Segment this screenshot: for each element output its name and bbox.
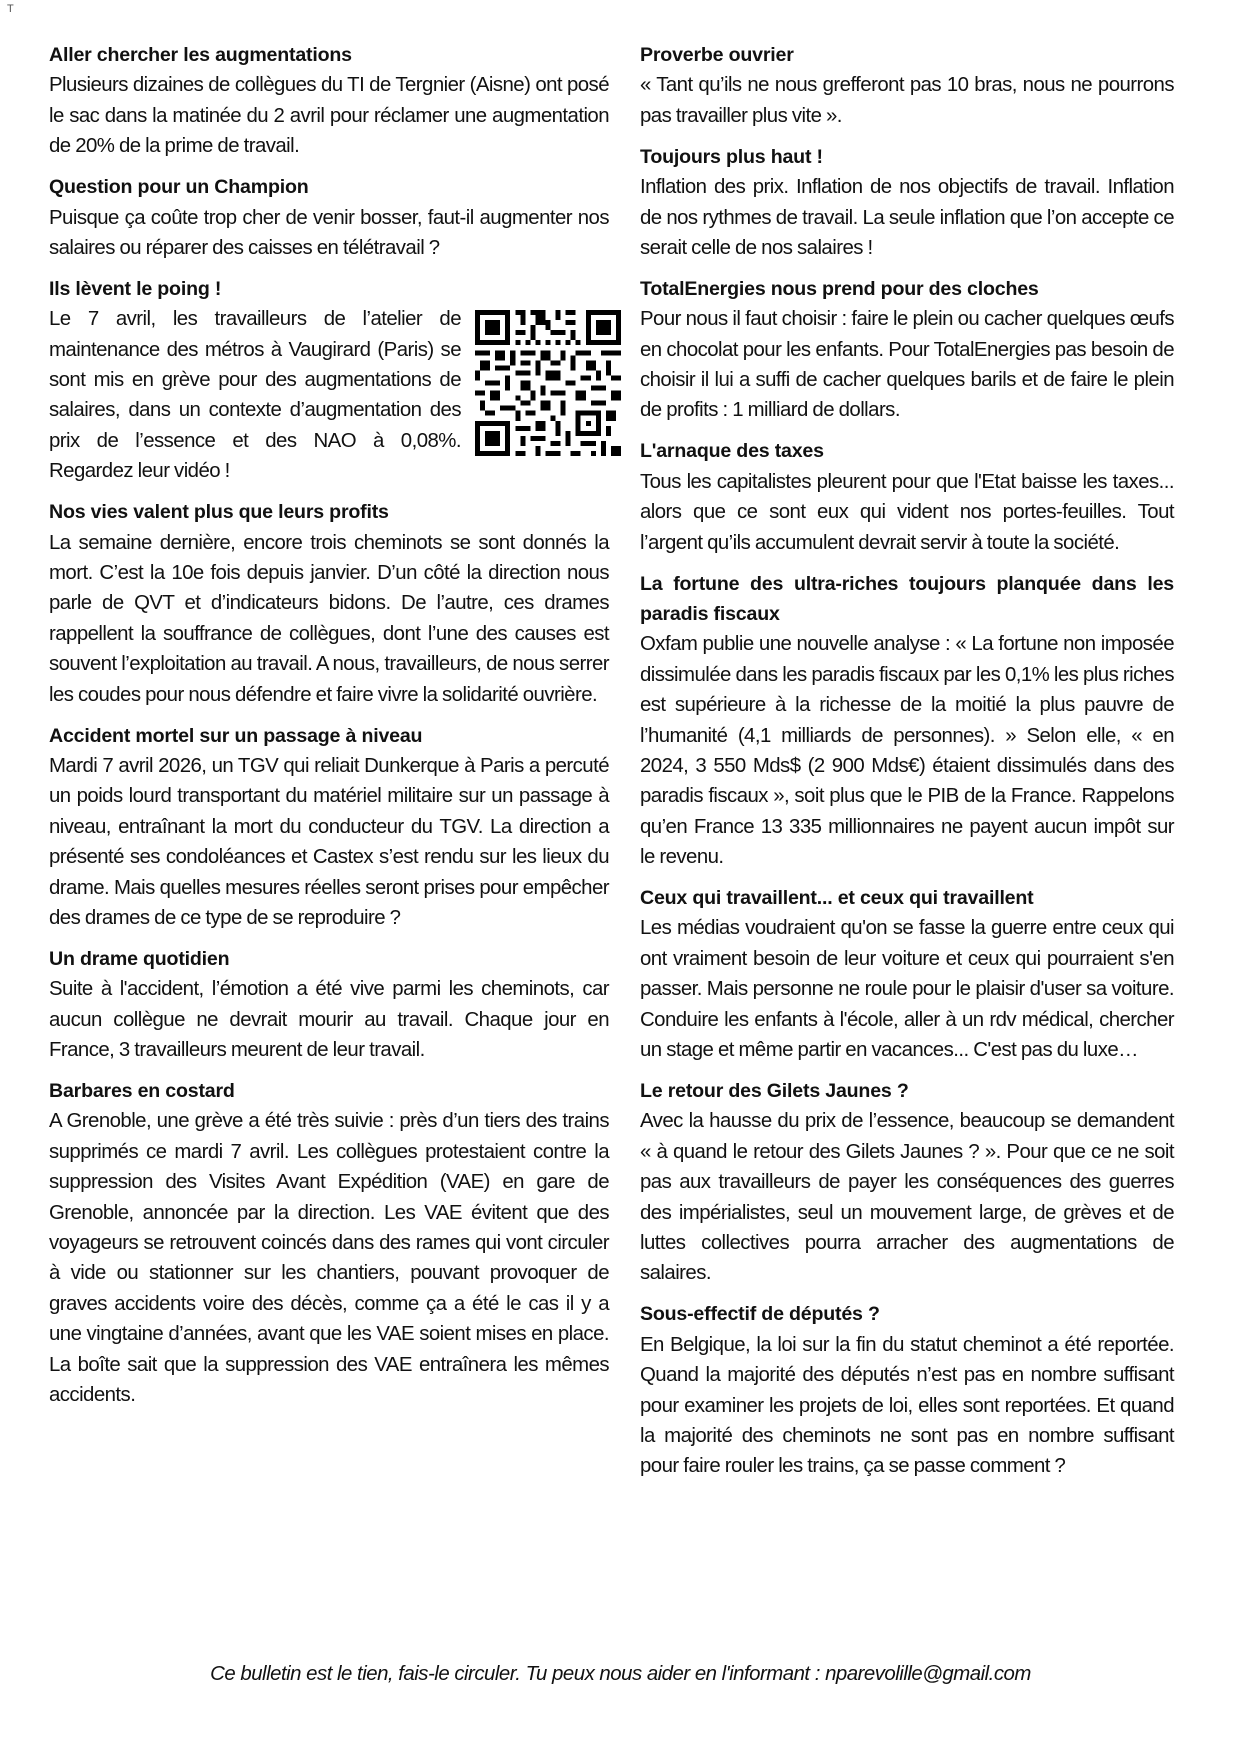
article-body: Inflation des prix. Inflation de nos objectifs de travail. Inflation de nos rythmes de travail. La seule inflation que l’on accepte ce serait celle de nos salaires ! xyxy=(640,176,1174,259)
article-proverbe-ouvrier xyxy=(640,40,1174,131)
article-aller-chercher xyxy=(49,40,609,162)
article-levent-le-poing xyxy=(49,274,609,487)
article-arnaque-des-taxes xyxy=(640,436,1174,558)
article-fortune-ultra-riches xyxy=(640,569,1174,873)
article-question-champion xyxy=(49,172,609,263)
article-barbares-en-costard xyxy=(49,1076,609,1410)
article-body: Le 7 avril, les travailleurs de l’atelier de maintenance des métros à Vaugirard (Paris) se sont mis en grève pour des augmentations de salaires, dans un contexte d’augmentation des prix de l’essence et des NAO à 0,08%. Regardez leur vidéo ! xyxy=(49,308,461,483)
article-body: « Tant qu’ils ne nous grefferont pas 10 bras, nous ne pourrons pas travailler plus vite ». xyxy=(640,74,1174,127)
article-title: Ceux qui travaillent... et ceux qui travaillent xyxy=(640,887,1034,910)
article-title: Accident mortel sur un passage à niveau xyxy=(49,724,423,747)
article-body: A Grenoble, une grève a été très suivie : près d’un tiers des trains supprimés ce mardi 7 avril. Les collègues protestaient contre la suppression des Visites Avant Expédition (VAE) en gare de Grenoble, annoncée par la direction. Les VAE évitent que des voyageurs se retrouvent coincés dans des rames qui vont circuler à vide ou stationner sur les chantiers, pouvant provoquer de graves accidents voire des décès, comme ça a été le cas il y a une vingtaine d’années, avant que les VAE soient mises en place. La boîte sait que la suppression des VAE entraînera les mêmes accidents. xyxy=(49,1110,609,1407)
article-nos-vies xyxy=(49,497,609,710)
article-title: TotalEnergies nous prend pour des cloches xyxy=(640,277,1039,300)
article-body: Tous les capitalistes pleurent pour que l'Etat baisse les taxes... alors que ce sont eux qui vident nos portes-feuilles. Tout l’argent qu’ils accumulent devrait servir à toute la société. xyxy=(640,470,1174,554)
right-column xyxy=(640,40,1174,1492)
article-ceux-qui-travaillent xyxy=(640,883,1174,1065)
article-title: Sous-effectif de députés ? xyxy=(640,1303,880,1326)
article-body: Pour nous il faut choisir : faire le plein ou cacher quelques œufs en chocolat pour les enfants. Pour TotalEnergies pas besoin de choisir il lui a suffi de cacher quelques barils et de faire le plein de profits : 1 milliard de dollars. xyxy=(640,308,1174,422)
article-accident-mortel xyxy=(49,721,609,934)
article-title: Ils lèvent le poing ! xyxy=(49,277,222,300)
article-title: L'arnaque des taxes xyxy=(640,440,824,463)
article-title: Proverbe ouvrier xyxy=(640,44,794,66)
corner-mark: T xyxy=(7,3,14,15)
article-gilets-jaunes xyxy=(640,1076,1174,1289)
article-title: Nos vies valent plus que leurs profits xyxy=(49,501,389,524)
article-body: Plusieurs dizaines de collègues du TI de Tergnier (Aisne) ont posé le sac dans la matinée du 2 avril pour réclamer une augmentation de 20% de la prime de travail. xyxy=(49,74,609,158)
article-body: Avec la hausse du prix de l’essence, beaucoup se demandent « à quand le retour des Gilets Jaunes ? ». Pour que ce ne soit pas aux travailleurs de payer les conséquences des guerres des impérialistes, seul un mouvement large, de grèves et de luttes collectives pourra arracher des augmentations de salaires. xyxy=(640,1110,1174,1285)
article-body: La semaine dernière, encore trois cheminots se sont donnés la mort. C’est la 10e fois depuis janvier. D’un côté la direction nous parle de QVT et d’indicateurs bidons. De l’autre, ces drames rappellent la souffrance de collègues, dont l’une des causes est souvent l’exploitation au travail. A nous, travailleurs, de nous serrer les coudes pour nous défendre et faire vivre la solidarité ouvrière. xyxy=(49,531,609,706)
article-sous-effectif-deputes xyxy=(640,1299,1174,1481)
article-title: Toujours plus haut ! xyxy=(640,145,823,168)
article-title: La fortune des ultra-riches toujours planquée dans les paradis fiscaux xyxy=(640,572,1174,625)
article-title: Aller chercher les augmentations xyxy=(49,44,352,66)
article-toujours-plus-haut xyxy=(640,142,1174,264)
article-title: Un drame quotidien xyxy=(49,947,230,970)
article-title: Barbares en costard xyxy=(49,1080,235,1102)
article-body: Puisque ça coûte trop cher de venir bosser, faut-il augmenter nos salaires ou réparer des caisses en télétravail ? xyxy=(49,206,609,259)
article-body: Suite à l'accident, l’émotion a été vive parmi les cheminots, car aucun collègue ne devrait mourir au travail. Chaque jour en France, 3 travailleurs meurent de leur travail. xyxy=(49,978,609,1062)
footer-note: Ce bulletin est le tien, fais-le circuler. Tu peux nous aider en l'informant : nparevolille@gmail.com xyxy=(210,1663,1031,1685)
article-title: Question pour un Champion xyxy=(49,176,309,199)
article-body: Les médias voudraient qu'on se fasse la guerre entre ceux qui ont vraiment besoin de leur voiture et ceux qui pourraient s'en passer. Mais personne ne roule pour le plaisir d'user sa voiture. Conduire les enfants à l'école, aller à un rdv médical, chercher un stage et même partir en vacances... C'est pas du luxe… xyxy=(640,917,1174,1062)
left-column xyxy=(49,40,609,1421)
article-totalenergies xyxy=(640,274,1174,426)
article-drame-quotidien xyxy=(49,944,609,1066)
qr-code-icon[interactable] xyxy=(475,310,621,456)
article-title: Le retour des Gilets Jaunes ? xyxy=(640,1080,909,1102)
article-body: Oxfam publie une nouvelle analyse : « La fortune non imposée dissimulée dans les paradis fiscaux par les 0,1% les plus riches est supérieure à la richesse de la moitié la plus pauvre de l’humanité (4,1 milliards de personnes). » Selon elle, « en 2024, 3 550 Mds$ (2 900 Mds€) étaient dissimulés dans des paradis fiscaux », soit plus que le PIB de la France. Rappelons qu’en France 13 335 millionnaires ne payent aucun impôt sur le revenu. xyxy=(640,633,1174,869)
article-body: Mardi 7 avril 2026, un TGV qui reliait Dunkerque à Paris a percuté un poids lourd transportant du matériel militaire sur un passage à niveau, entraînant la mort du conducteur du TGV. La direction a présenté ses condoléances et Castex s’est rendu sur les lieux du drame. Mais quelles mesures réelles seront prises pour empêcher des drames de ce type de se reproduire ? xyxy=(49,754,609,929)
article-body: En Belgique, la loi sur la fin du statut cheminot a été reportée. Quand la majorité des députés n’est pas en nombre suffisant pour examiner les projets de loi, elles sont reportées. Et quand la majorité des cheminots ne sont pas en nombre suffisant pour faire rouler les trains, ça se passe comment ? xyxy=(640,1333,1174,1478)
